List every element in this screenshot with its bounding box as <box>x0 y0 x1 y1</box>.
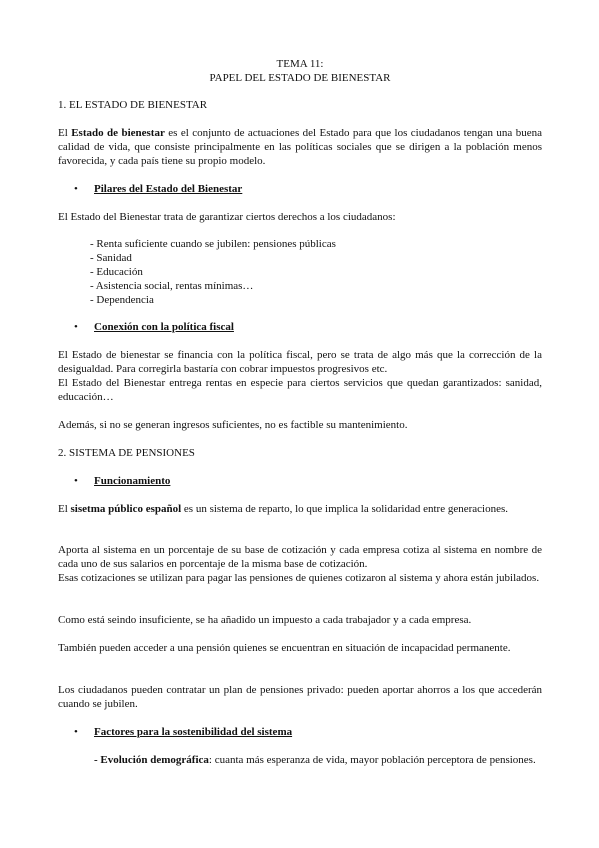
func-paragraph-2: Aporta al sistema en un porcentaje de su base de cotización y cada empresa cotiza al sistema en nombre de cada uno de sus salarios en porcentaje de la misma base de cotización. <box>58 544 542 570</box>
list-item: - Dependencia <box>90 294 154 306</box>
list-item: - Renta suficiente cuando se jubilen: pensiones públicas <box>90 238 336 250</box>
title-line-1: TEMA 11: <box>276 58 324 70</box>
intro-post: es el conjunto de actuaciones del Estado para que los ciudadanos tengan una buena calidad de vida, que consiste principalmente en las políticas sociales que se dirigen a la población menos favorecida, y cada país tiene su propio modelo. <box>58 127 542 167</box>
factor-demografico <box>94 753 542 767</box>
bullet-marker: • <box>74 475 78 487</box>
func-pre: El <box>58 503 71 515</box>
list-item: - Sanidad <box>90 252 132 264</box>
list-item: - Asistencia social, rentas mínimas… <box>90 280 254 292</box>
doc-title <box>58 57 542 85</box>
func-bold-term: sisetma público español <box>70 503 182 515</box>
bullet-marker: • <box>74 183 78 195</box>
funcionamiento-heading: Funcionamiento <box>94 475 171 487</box>
section-1-heading: 1. EL ESTADO DE BIENESTAR <box>58 99 208 111</box>
pilares-text: El Estado del Bienestar trata de garantizar ciertos derechos a los ciudadanos: <box>58 211 396 223</box>
func-post: es un sistema de reparto, lo que implica la solidaridad entre generaciones. <box>181 503 508 515</box>
factor-post: : cuanta más esperanza de vida, mayor población perceptora de pensiones. <box>208 754 536 766</box>
fiscal-paragraph-3: Además, si no se generan ingresos suficientes, no es factible su mantenimiento. <box>58 419 408 431</box>
bullet-marker: • <box>74 726 78 738</box>
bullet-marker: • <box>74 321 78 333</box>
factor-bold-term: - Evolución demográfica <box>94 754 209 766</box>
func-paragraph-4: Como está seindo insuficiente, se ha añadido un impuesto a cada trabajador y a cada empresa. <box>58 614 472 626</box>
func-paragraph-6: Los ciudadanos pueden contratar un plan de pensiones privado: pueden aportar ahorros a los que accederán cuando se jubilen. <box>58 684 542 710</box>
section-2-heading: 2. SISTEMA DE PENSIONES <box>58 447 195 459</box>
func-paragraph-3: Esas cotizaciones se utilizan para pagar las pensiones de quienes cotizaron al sistema y ahora están jubilados. <box>58 572 540 584</box>
pilares-heading: Pilares del Estado del Bienestar <box>94 183 243 195</box>
title-line-2: PAPEL DEL ESTADO DE BIENESTAR <box>209 72 391 84</box>
func-paragraph-1 <box>58 502 542 516</box>
fiscal-heading: Conexión con la política fiscal <box>94 321 234 333</box>
section-1-intro <box>58 126 542 168</box>
pillars-list <box>90 237 490 307</box>
fiscal-paragraph-2: El Estado del Bienestar entrega rentas en especie para ciertos servicios que quedan garantizados: sanidad, educación… <box>58 377 542 403</box>
fiscal-paragraph-1: El Estado de bienestar se financia con la política fiscal, pero se trata de algo más que la corrección de la desigualdad. Para corregirla bastaría con cobrar impuestos progresivos etc. <box>58 349 542 375</box>
intro-pre: El <box>58 127 72 139</box>
intro-bold-term: Estado de bienestar <box>71 127 165 139</box>
sostenibilidad-heading: Factores para la sostenibilidad del sistema <box>94 726 293 738</box>
list-item: - Educación <box>90 266 143 278</box>
func-paragraph-5: También pueden acceder a una pensión quienes se encuentran en situación de incapacidad permanente. <box>58 642 511 654</box>
